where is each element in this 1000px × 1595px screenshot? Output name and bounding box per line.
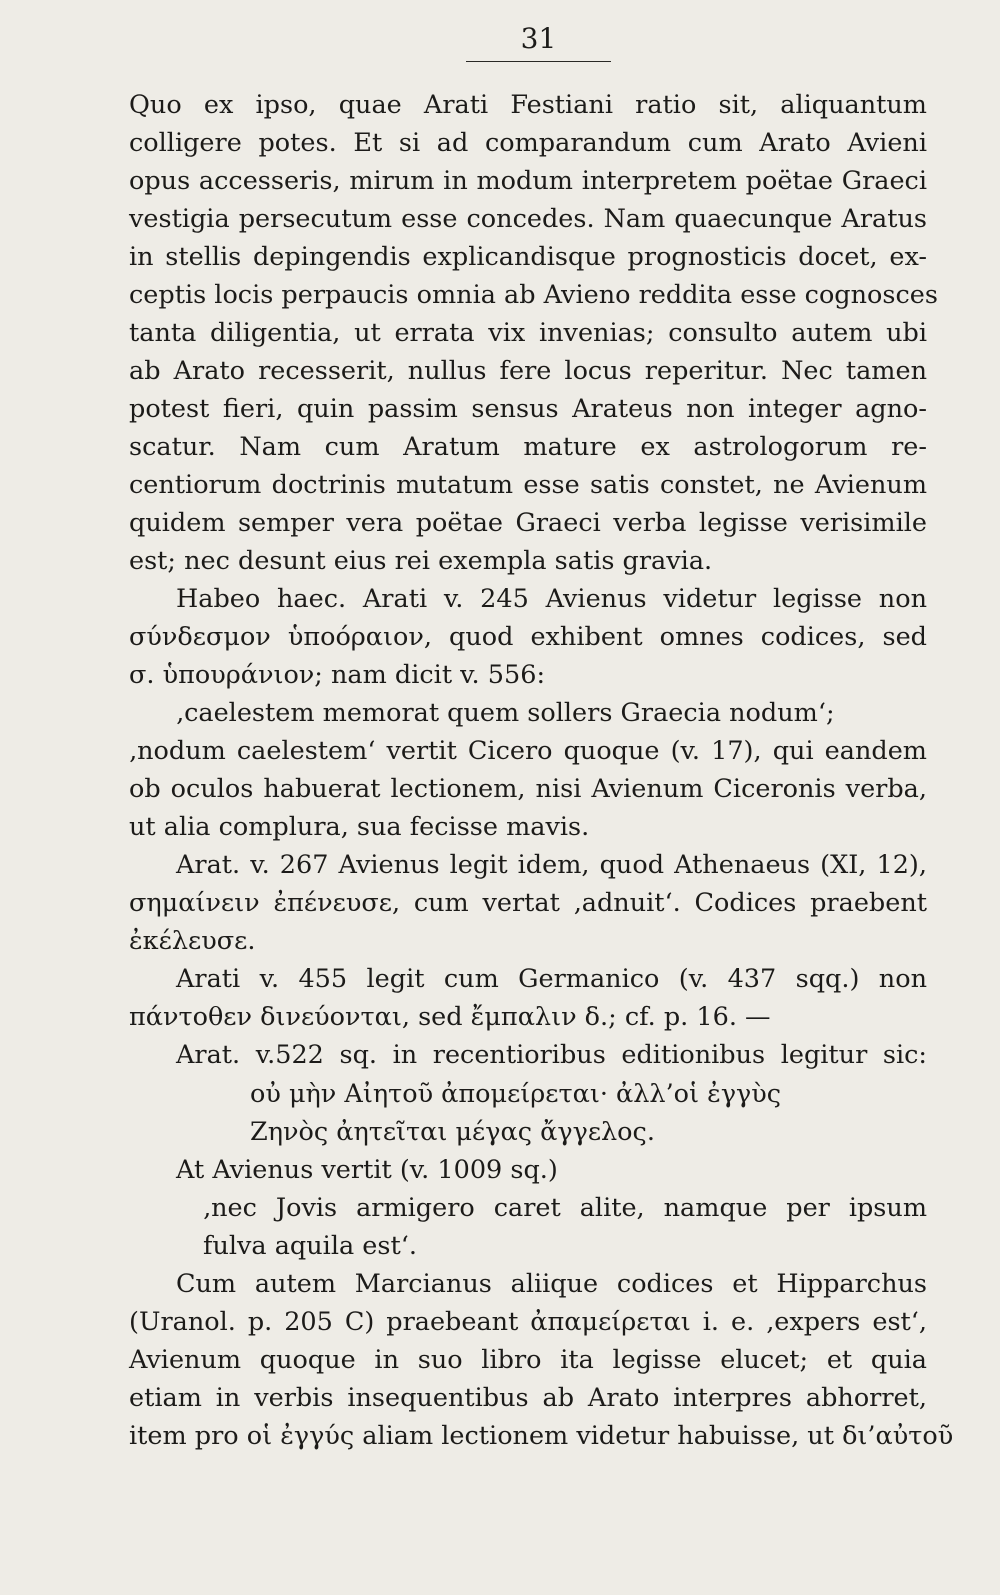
text-line: Arat. v. 267 Avienus legit idem, quod Athenaeus (XI, 12), — [176, 850, 927, 880]
header-rule — [466, 61, 611, 62]
text-line: in stellis depingendis explicandisque prognosticis docet, ex- — [129, 242, 927, 272]
text-line: ‚nodum caelestem‘ vertit Cicero quoque (v. 17), qui eandem — [129, 736, 927, 766]
text-line: At Avienus vertit (v. 1009 sq.) — [176, 1155, 558, 1185]
text-line: tanta diligentia, ut errata vix invenias; consulto autem ubi — [129, 318, 927, 348]
text-line: Arat. v.522 sq. in recentioribus editionibus legitur sic: — [176, 1040, 927, 1070]
text-line: σημαίνειν ἐπένευσε, cum vertat ‚adnuit‘. Codices praebent — [129, 888, 927, 918]
text-line: ob oculos habuerat lectionem, nisi Avienum Ciceronis verba, — [129, 774, 927, 804]
text-line: centiorum doctrinis mutatum esse satis constet, ne Avienum — [129, 470, 927, 500]
text-line: (Uranol. p. 205 C) praebeant ἀπαμείρεται i. e. ‚expers est‘, — [129, 1307, 927, 1337]
text-line: ceptis locis perpaucis omnia ab Avieno reddita esse cognosces — [129, 280, 938, 310]
text-line: opus accesseris, mirum in modum interpretem poëtae Graeci — [129, 166, 927, 196]
page-number: 31 — [520, 22, 557, 55]
text-line: etiam in verbis insequentibus ab Arato interpres abhorret, — [129, 1383, 927, 1413]
quoted-verse: fulva aquila est‘. — [203, 1231, 417, 1261]
text-line: σ. ὑπουράνιον; nam dicit v. 556: — [129, 660, 546, 690]
text-line: Cum autem Marcianus aliique codices et Hipparchus — [176, 1269, 927, 1299]
text-line: Quo ex ipso, quae Arati Festiani ratio sit, aliquantum — [129, 90, 927, 120]
text-line: scatur. Nam cum Aratum mature ex astrologorum re- — [129, 432, 927, 462]
text-line: potest fieri, quin passim sensus Arateus non integer agno- — [129, 394, 927, 424]
text-line: item pro οἱ ἐγγύς aliam lectionem videtur habuisse, ut δι’αὐτοῦ — [129, 1421, 954, 1451]
quoted-verse: ‚nec Jovis armigero caret alite, namque per ipsum — [203, 1193, 927, 1223]
text-line: ut alia complura, sua fecisse mavis. — [129, 812, 590, 842]
text-line: Avienum quoque in suo libro ita legisse elucet; et quia — [129, 1345, 927, 1375]
text-line: colligere potes. Et si ad comparandum cum Arato Avieni — [129, 128, 927, 158]
text-line: πάντοθεν δινεύονται, sed ἔμπαλιν δ.; cf. p. 16. — — [129, 1002, 771, 1032]
text-line: quidem semper vera poëtae Graeci verba legisse verisimile — [129, 508, 927, 538]
greek-verse: Ζηνὸς ἀητεῖται μέγας ἄγγελος. — [250, 1117, 655, 1147]
text-line: ab Arato recesserit, nullus fere locus reperitur. Nec tamen — [129, 356, 927, 386]
text-line: ἐκέλευσε. — [129, 926, 256, 956]
text-line: Arati v. 455 legit cum Germanico (v. 437 sqq.) non — [176, 964, 927, 994]
text-line: Habeo haec. Arati v. 245 Avienus videtur legisse non — [176, 584, 927, 614]
text-line: vestigia persecutum esse concedes. Nam quaecunque Aratus — [129, 204, 927, 234]
text-line: σύνδεσμον ὑποόραιον, quod exhibent omnes codices, sed — [129, 622, 927, 652]
greek-verse: οὐ μὴν Αἰητοῦ ἀπομείρεται· ἀλλ’οἱ ἐγγὺς — [250, 1079, 782, 1109]
text-line: est; nec desunt eius rei exempla satis gravia. — [129, 546, 713, 576]
quoted-verse: ‚caelestem memorat quem sollers Graecia nodum‘; — [176, 698, 835, 728]
